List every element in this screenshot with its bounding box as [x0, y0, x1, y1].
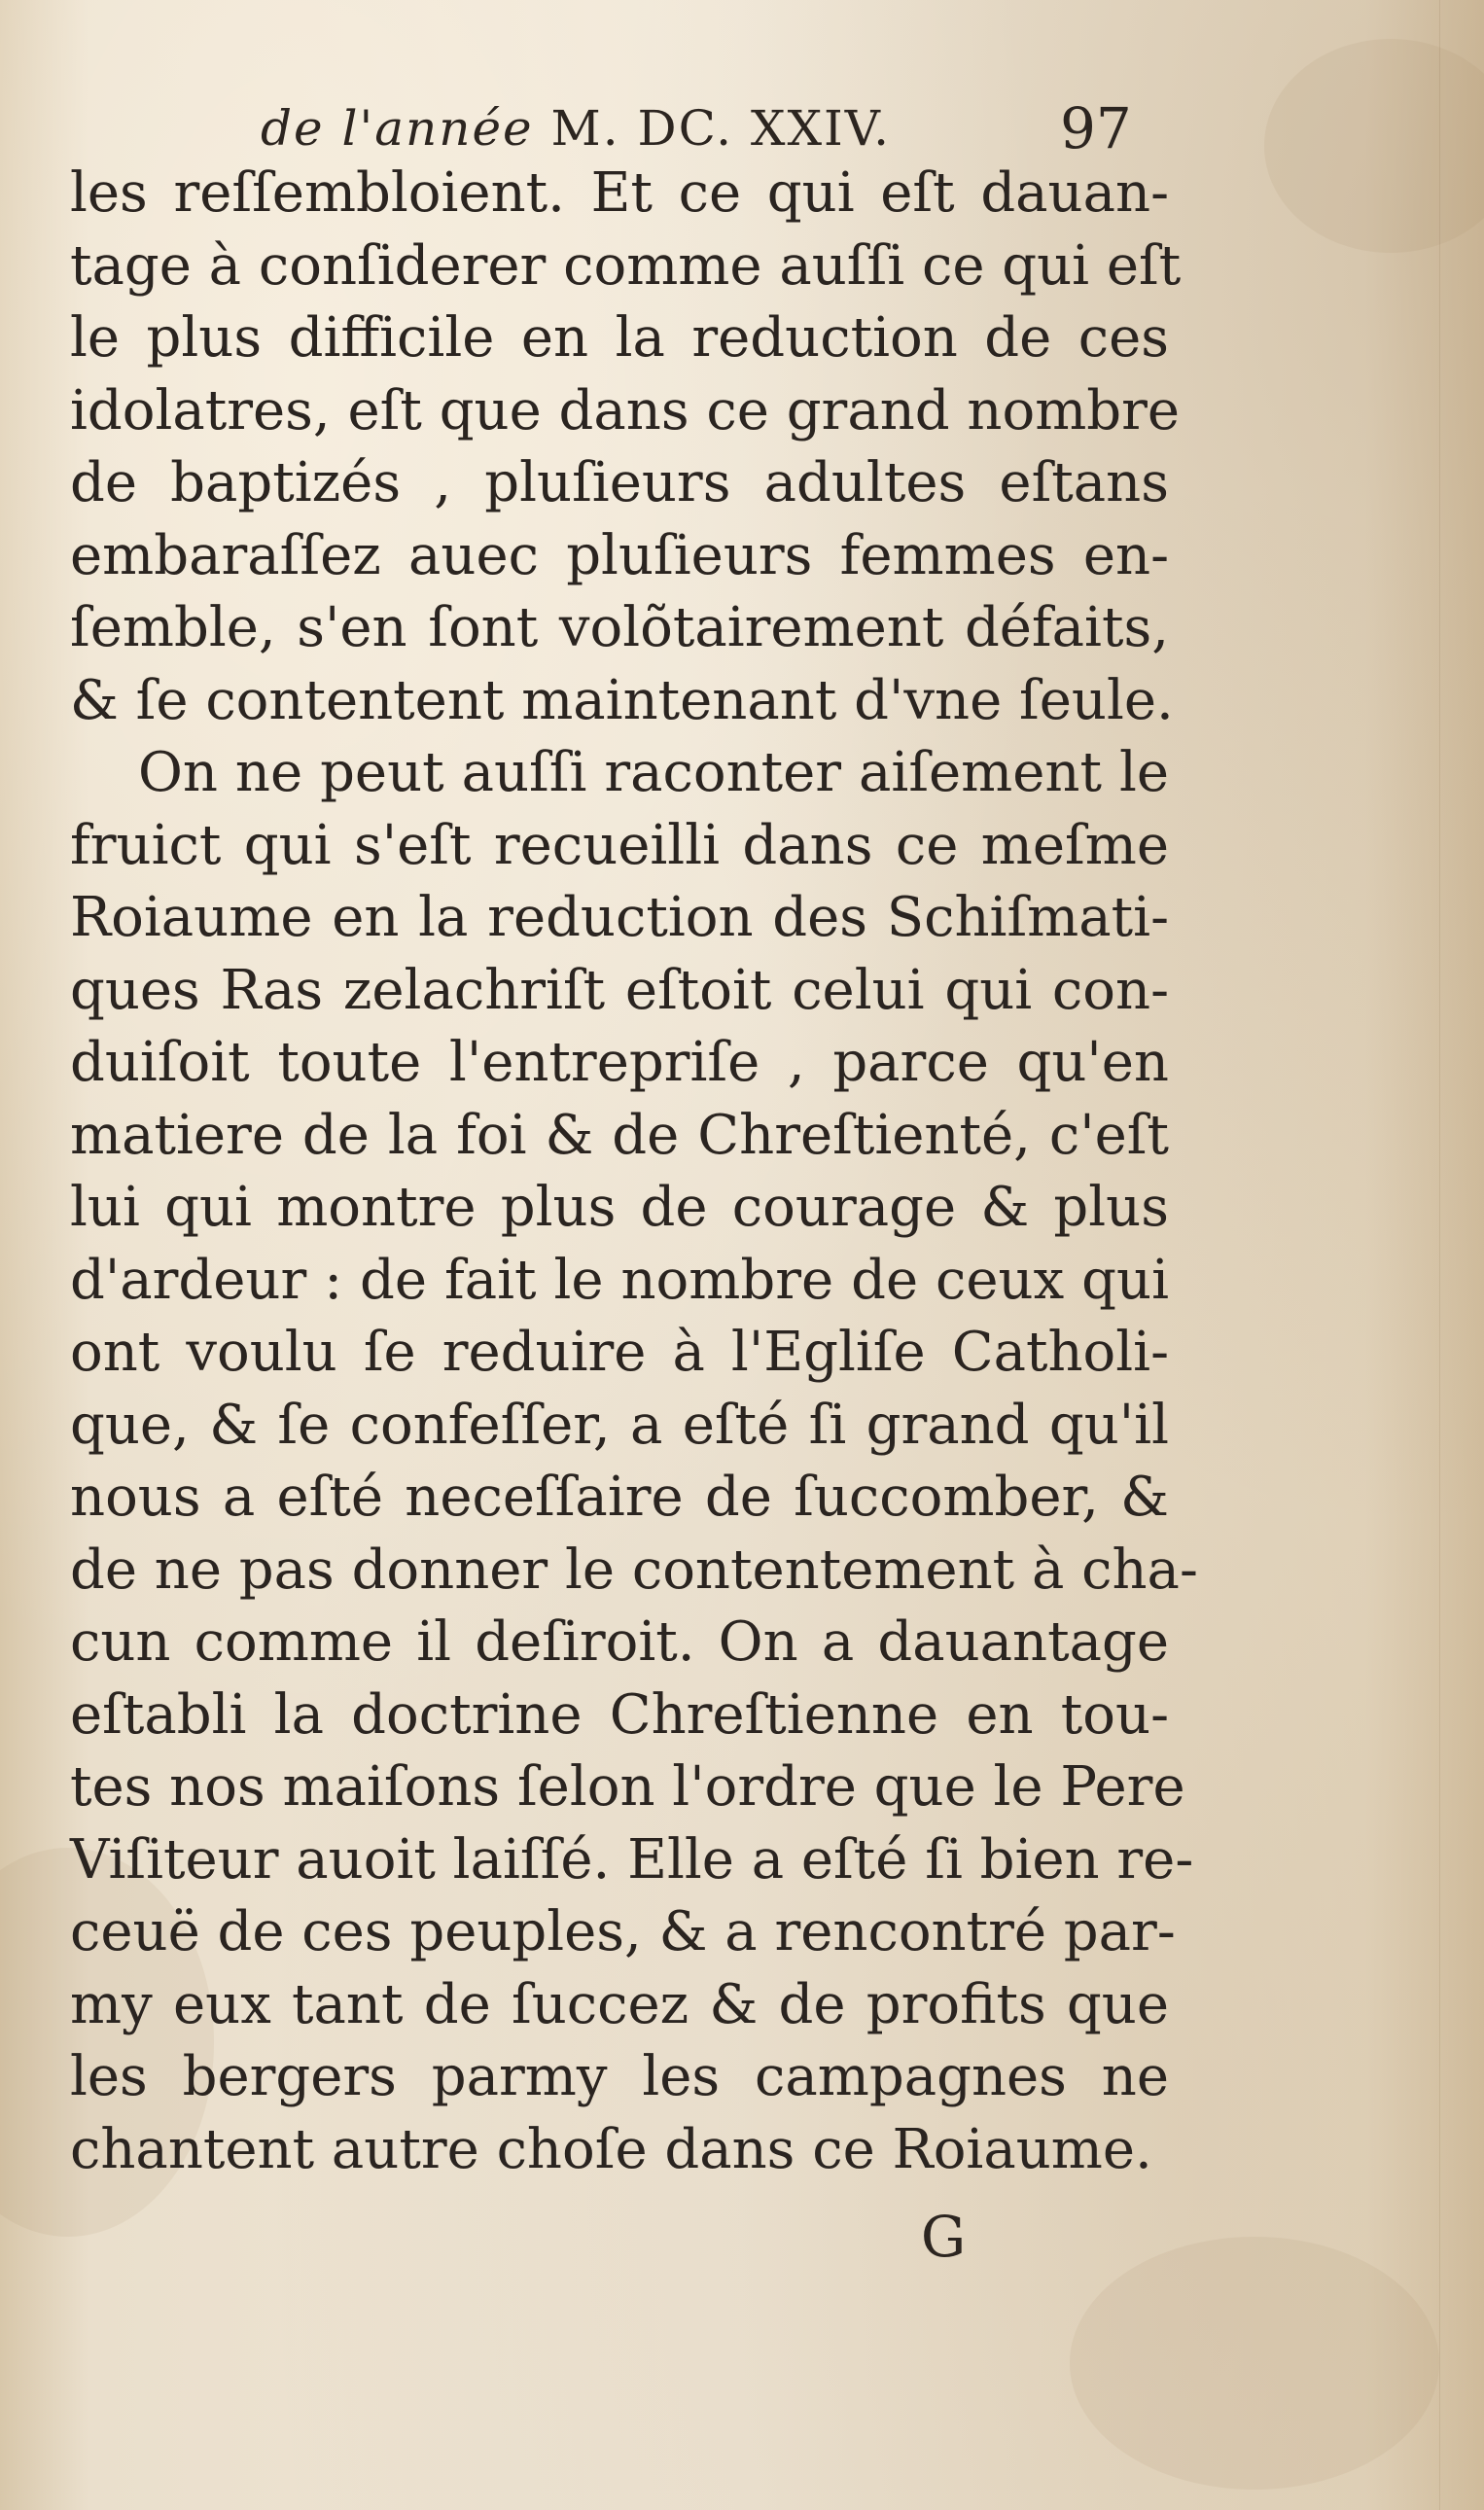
- text-line: d'ardeur : de fait le nombre de ceux qui: [70, 1248, 1169, 1312]
- text-line: eſtabli la doctrine Chreſtienne en tou-: [70, 1682, 1169, 1747]
- paper-stain: [1264, 39, 1484, 253]
- text-line: matiere de la foi & de Chreſtienté, c'eſt: [70, 1103, 1169, 1167]
- text-line: ceuë de ces peuples, & a rencontré par-: [70, 1900, 1176, 1963]
- text-line: ques Ras zelachriſt eſtoit celui qui con-: [70, 958, 1169, 1022]
- running-head-italic: de l'année: [261, 100, 534, 157]
- text-line: ont voulu ſe reduire à l'Egliſe Catholi-: [70, 1321, 1169, 1384]
- text-line: tes nos maiſons ſelon l'ordre que le Pere: [70, 1755, 1185, 1819]
- text-line: de baptizés , pluſieurs adultes eſtans: [70, 451, 1169, 514]
- running-head-year: M. DC. XXIV.: [550, 100, 892, 157]
- text-line: cun comme il deſiroit. On a dauantage: [70, 1610, 1169, 1674]
- text-line: fruict qui s'eſt recueilli dans ce meſme: [70, 813, 1169, 877]
- text-line: de ne pas donner le contentement à cha-: [70, 1538, 1198, 1602]
- text-line: le plus difficile en la reduction de ces: [70, 306, 1169, 370]
- text-line: & ſe contentent maintenant d'vne ſeule.: [70, 668, 1174, 732]
- text-line: duiſoit toute l'entrepriſe , parce qu'en: [70, 1031, 1169, 1094]
- text-line: Viſiteur auoit laiſſé. Elle a eſté ſi bien re-: [70, 1827, 1194, 1891]
- body-text: [70, 158, 1198, 2186]
- text-line: que, & ſe confeſſer, a eſté ſi grand qu'il: [70, 1393, 1169, 1457]
- text-line: tage à conſiderer comme auſſi ce qui eſt: [70, 233, 1182, 298]
- text-line: chantent autre choſe dans ce Roiaume.: [70, 2117, 1152, 2181]
- page-number: 97: [1060, 95, 1132, 161]
- text-line: On ne peut auſſi raconter aiſement le: [138, 741, 1169, 804]
- text-line: ſemble, s'en ſont volõtairement défaits,: [70, 596, 1169, 659]
- text-line: embaraſſez auec pluſieurs femmes en-: [70, 523, 1169, 587]
- paper-stain: [1070, 2237, 1439, 2490]
- text-line: Roiaume en la reduction des Schiſmati-: [70, 886, 1169, 949]
- text-line: les bergers parmy les campagnes ne: [70, 2045, 1169, 2108]
- signature-mark: G: [920, 2204, 967, 2270]
- page-edge-shadow: [1439, 0, 1440, 2510]
- text-line: les reſſembloient. Et ce qui eſt dauan-: [70, 161, 1169, 225]
- text-line: my eux tant de ſuccez & de profits que: [70, 1972, 1169, 2036]
- text-line: nous a eſté neceſſaire de ſuccomber, &: [70, 1466, 1169, 1529]
- text-line: idolatres, eſt que dans ce grand nombre: [70, 378, 1181, 442]
- running-head: [261, 89, 1136, 167]
- text-line: lui qui montre plus de courage & plus: [70, 1176, 1169, 1239]
